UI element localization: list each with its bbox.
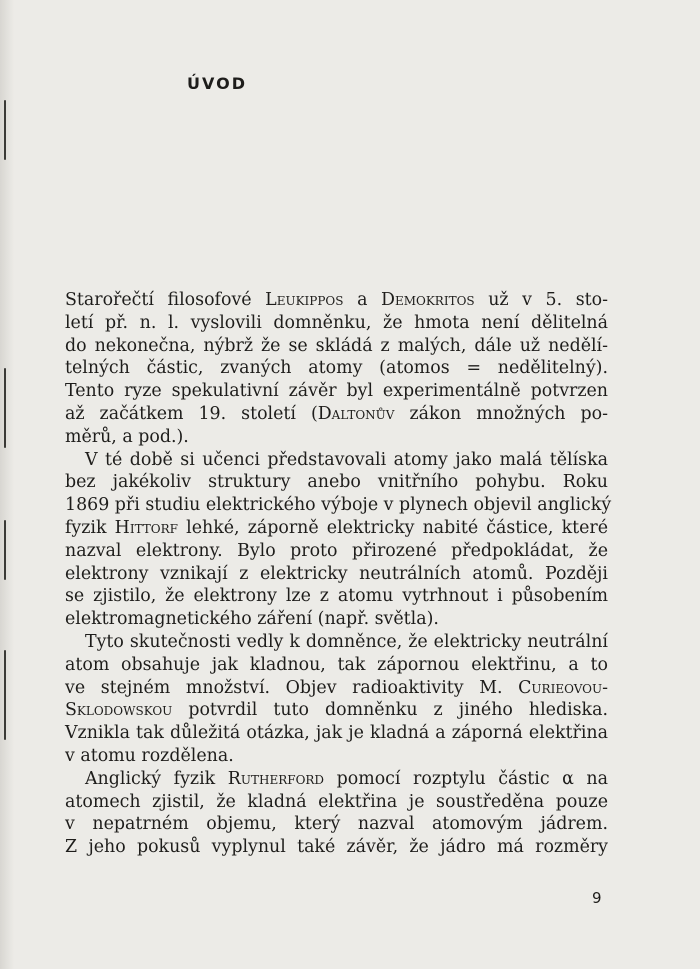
text-line: atom obsahuje jak kladnou, tak zápornou elektřinu, a to xyxy=(65,654,608,675)
text-line: atomech zjistil, že kladná elektřina je soustředěna pouze xyxy=(65,791,608,812)
paragraph xyxy=(65,289,608,449)
paragraph xyxy=(65,631,608,768)
text-line: ve stejném množství. Objev radioaktivity M. Curieovou- xyxy=(65,677,608,698)
text-line: 1869 při studiu elektrického výboje v plynech objevil anglický xyxy=(65,495,612,516)
text-line: Tento ryze spekulativní závěr byl experimentálně potvrzen xyxy=(65,381,608,402)
proper-name: Leukippos xyxy=(265,290,344,310)
proper-name: Demokritos xyxy=(381,290,475,310)
text-line: Anglický fyzik Rutherford pomocí rozptylu částic α na xyxy=(85,768,609,789)
paragraph xyxy=(65,768,608,859)
text-line: Z jeho pokusů vyplynul také závěr, že jádro má rozměry xyxy=(65,837,608,858)
text-line: Vznikla tak důležitá otázka, jak je kladná a záporná elektřina xyxy=(65,723,608,744)
text-line: letí př. n. l. vyslovili domněnku, že hmota není dělitelná xyxy=(65,312,608,333)
proper-name: Rutherford xyxy=(227,768,325,789)
paragraph xyxy=(65,449,612,631)
text-line: telných částic, zvaných atomy (atomos = nedělitelný). xyxy=(65,358,608,379)
text-line: Starořečtí filosofové Leukippos a Demokritos už v 5. sto- xyxy=(65,290,608,310)
proper-name: Hittorf xyxy=(114,517,179,538)
text-line: se zjistilo, že elektrony lze z atomu vytrhnout i působením xyxy=(65,586,608,607)
text-line: nazval elektrony. Bylo proto přirozené předpokládat, že xyxy=(65,540,608,561)
text-line: Sklodowskou potvrdil tuto domněnku z jiného hlediska. xyxy=(65,700,608,721)
text-line: fyzik Hittorf lehké, záporně elektricky nabité částice, které xyxy=(65,517,608,538)
body-text xyxy=(65,289,612,859)
text-line: V té době si učenci představovali atomy jako malá tělíska xyxy=(85,449,608,470)
page-binding-edge xyxy=(0,0,14,969)
text-line: Tyto skutečnosti vedly k domněnce, že elektricky neutrální xyxy=(85,631,608,652)
text-line: do nekonečna, nýbrž že se skládá z malých, dále už nedělí- xyxy=(65,335,608,356)
text-line: až začátkem 19. století (Daltonův zákon množných po- xyxy=(65,403,608,424)
text-line: v atomu rozdělena. xyxy=(65,745,234,766)
text-line: bez jakékoliv struktury anebo vnitřního pohybu. Roku xyxy=(65,472,608,493)
text-line: elektrony vznikají z elektricky neutrálních atomů. Později xyxy=(65,563,608,584)
text-line: elektromagnetického záření (např. světla). xyxy=(65,609,439,630)
page-number: 9 xyxy=(592,889,602,907)
text-line: měrů, a pod.). xyxy=(65,426,189,447)
proper-name: Curieovou- xyxy=(518,677,608,698)
chapter-heading: ÚVOD xyxy=(187,74,247,93)
text-line: v nepatrném objemu, který nazval atomovým jádrem. xyxy=(65,814,608,835)
proper-name: Daltonův xyxy=(317,403,395,424)
proper-name: Sklodowskou xyxy=(65,700,173,721)
